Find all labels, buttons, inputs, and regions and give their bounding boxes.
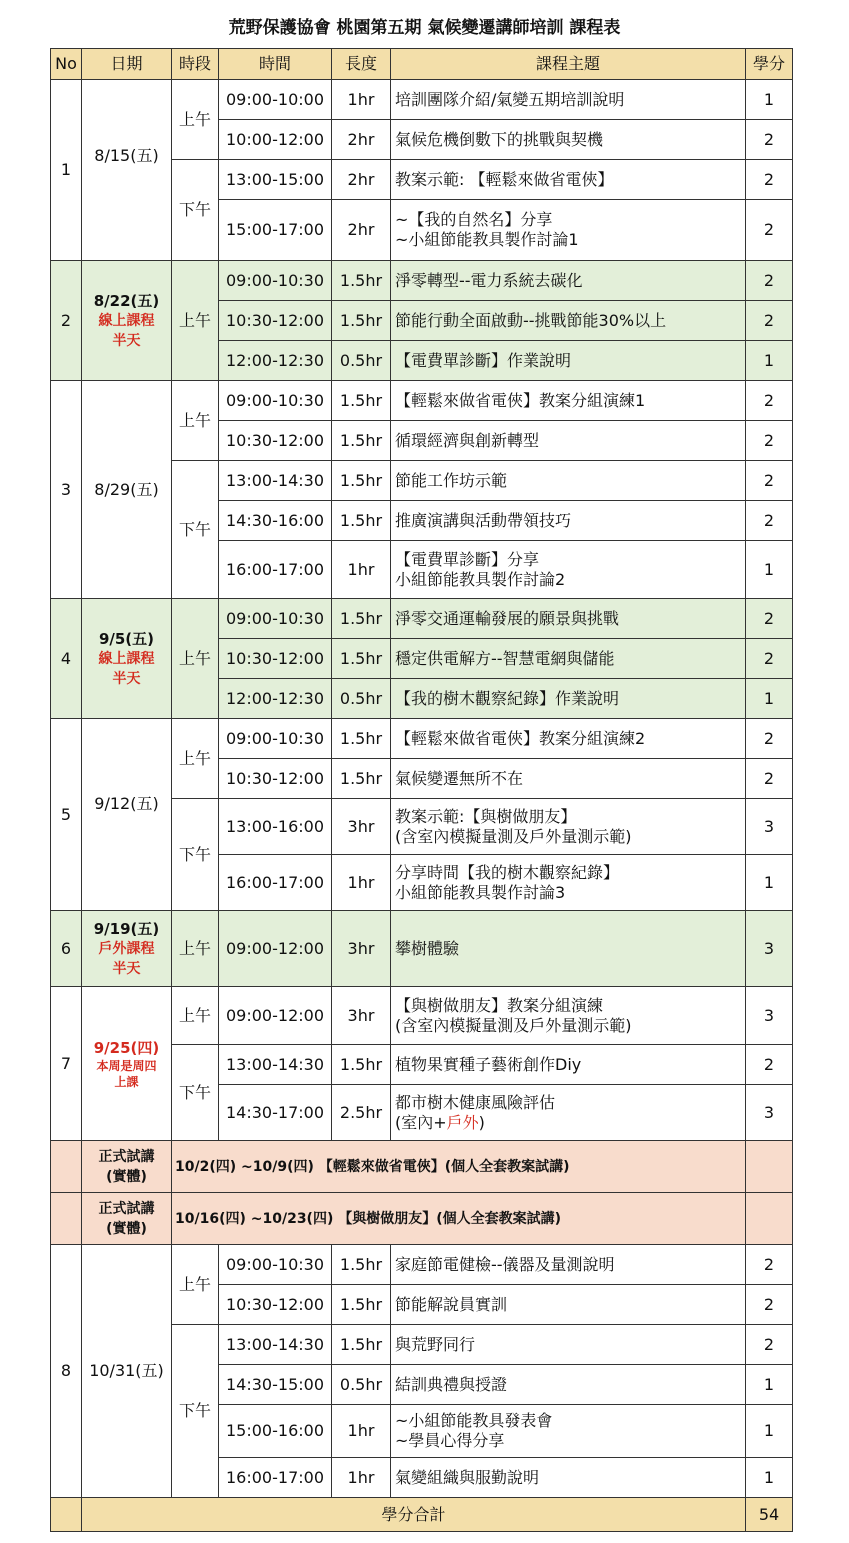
topic-cell: 植物果實種子藝術創作Diy [391, 1045, 746, 1085]
period-cell: 上午 [172, 911, 219, 987]
period-cell: 上午 [172, 261, 219, 381]
table-row [51, 911, 793, 987]
topic-cell: 推廣演講與活動帶領技巧 [391, 501, 746, 541]
credit-cell: 1 [746, 1458, 793, 1498]
table-row [51, 381, 793, 421]
topic-line: 小組節能教具製作討論2 [395, 569, 566, 589]
period-cell: 上午 [172, 987, 219, 1045]
topic-cell: 節能解說員實訓 [391, 1285, 746, 1325]
length-cell: 1.5hr [332, 599, 391, 639]
credit-cell: 1 [746, 1405, 793, 1458]
time-cell: 13:00-14:30 [219, 1325, 332, 1365]
credit-cell: 1 [746, 341, 793, 381]
header-length: 長度 [332, 49, 391, 80]
period-cell: 上午 [172, 80, 219, 160]
length-cell: 1hr [332, 1458, 391, 1498]
length-cell: 1.5hr [332, 1325, 391, 1365]
session-date: 8/29(五) [82, 381, 172, 599]
time-cell: 12:00-12:30 [219, 679, 332, 719]
length-cell: 0.5hr [332, 341, 391, 381]
credit-cell: 2 [746, 1325, 793, 1365]
session-note: 上課 [114, 1074, 139, 1089]
length-cell: 1.5hr [332, 381, 391, 421]
length-cell: 1.5hr [332, 501, 391, 541]
time-cell: 13:00-14:30 [219, 1045, 332, 1085]
length-cell: 1.5hr [332, 1045, 391, 1085]
topic-cell: 家庭節電健檢--儀器及量測說明 [391, 1245, 746, 1285]
period-cell: 上午 [172, 1245, 219, 1325]
time-cell: 16:00-17:00 [219, 1458, 332, 1498]
time-cell: 09:00-10:30 [219, 719, 332, 759]
page-title: 荒野保護協會 桃園第五期 氣候變遷講師培訓 課程表 [228, 18, 621, 38]
header-topic: 課程主題 [391, 49, 746, 80]
topic-cell: 【輕鬆來做省電俠】教案分組演練2 [391, 719, 746, 759]
table-row [51, 1245, 793, 1285]
credit-cell: 1 [746, 1365, 793, 1405]
length-cell: 1.5hr [332, 1285, 391, 1325]
time-cell: 16:00-17:00 [219, 855, 332, 911]
time-cell: 10:30-12:00 [219, 759, 332, 799]
table-row [51, 261, 793, 301]
topic-cell: 穩定供電解方--智慧電網與儲能 [391, 639, 746, 679]
period-cell: 上午 [172, 381, 219, 461]
credit-cell: 1 [746, 80, 793, 120]
time-cell: 15:00-17:00 [219, 200, 332, 261]
time-cell: 14:30-16:00 [219, 501, 332, 541]
session-date [82, 987, 172, 1141]
topic-cell: 氣候變遷無所不在 [391, 759, 746, 799]
time-cell: 10:00-12:00 [219, 120, 332, 160]
credit-cell: 2 [746, 599, 793, 639]
session-note: 半天 [112, 670, 141, 687]
table-row [51, 599, 793, 639]
time-cell: 10:30-12:00 [219, 1285, 332, 1325]
header-time: 時間 [219, 49, 332, 80]
length-cell: 3hr [332, 987, 391, 1045]
session-no: 4 [51, 599, 82, 719]
topic-line: 教案示範:【與樹做朋友】 [395, 806, 577, 826]
header-credit: 學分 [746, 49, 793, 80]
trial-row [51, 1193, 793, 1245]
trial-row [51, 1141, 793, 1193]
trial-label: 正式試講 (實體) [82, 1193, 172, 1245]
session-note: 半天 [112, 332, 141, 349]
topic-cell [391, 987, 746, 1045]
time-cell: 10:30-12:00 [219, 421, 332, 461]
length-cell: 1.5hr [332, 421, 391, 461]
topic-cell: 循環經濟與創新轉型 [391, 421, 746, 461]
header-period: 時段 [172, 49, 219, 80]
table-row [51, 80, 793, 120]
length-cell: 1.5hr [332, 719, 391, 759]
total-value: 54 [746, 1498, 793, 1532]
length-cell: 2hr [332, 120, 391, 160]
period-cell: 下午 [172, 1325, 219, 1498]
session-date: 10/31(五) [82, 1245, 172, 1498]
credit-cell: 1 [746, 679, 793, 719]
session-note: 半天 [112, 960, 141, 977]
topic-cell [391, 200, 746, 261]
period-cell: 下午 [172, 799, 219, 911]
length-cell: 3hr [332, 799, 391, 855]
credit-cell: 3 [746, 987, 793, 1045]
length-cell: 1hr [332, 541, 391, 599]
length-cell: 1.5hr [332, 461, 391, 501]
length-cell: 1.5hr [332, 759, 391, 799]
time-cell: 09:00-10:30 [219, 261, 332, 301]
time-cell: 13:00-14:30 [219, 461, 332, 501]
period-cell: 上午 [172, 599, 219, 719]
topic-cell: 【電費單診斷】作業說明 [391, 341, 746, 381]
topic-cell [391, 1085, 746, 1141]
period-cell: 下午 [172, 461, 219, 599]
session-no: 6 [51, 911, 82, 987]
credit-cell: 2 [746, 421, 793, 461]
time-cell: 09:00-10:30 [219, 381, 332, 421]
trial-text: 10/16(四) ~10/23(四) 【與樹做朋友】(個人全套教案試講) [172, 1193, 746, 1245]
period-cell: 下午 [172, 160, 219, 261]
time-cell: 09:00-10:00 [219, 80, 332, 120]
outdoor-highlight: 戶外 [446, 1112, 479, 1132]
topic-cell: 教案示範: 【輕鬆來做省電俠】 [391, 160, 746, 200]
session-note: 本周是周四 [96, 1058, 157, 1073]
credit-cell: 2 [746, 160, 793, 200]
topic-cell: 淨零轉型--電力系統去碳化 [391, 261, 746, 301]
total-label: 學分合計 [82, 1498, 746, 1532]
topic-cell: 【輕鬆來做省電俠】教案分組演練1 [391, 381, 746, 421]
time-cell: 16:00-17:00 [219, 541, 332, 599]
length-cell: 2hr [332, 160, 391, 200]
length-cell: 1.5hr [332, 639, 391, 679]
session-no: 7 [51, 987, 82, 1141]
length-cell: 0.5hr [332, 1365, 391, 1405]
time-cell: 12:00-12:30 [219, 341, 332, 381]
topic-cell: 氣候危機倒數下的挑戰與契機 [391, 120, 746, 160]
topic-line: ~小組節能教具發表會 [395, 1411, 553, 1430]
credit-cell: 2 [746, 501, 793, 541]
session-note: 線上課程 [98, 312, 155, 329]
length-cell: 3hr [332, 911, 391, 987]
topic-cell: 結訓典禮與授證 [391, 1365, 746, 1405]
topic-cell [391, 799, 746, 855]
session-date [82, 80, 172, 261]
topic-cell: 氣變組織與服勤說明 [391, 1458, 746, 1498]
topic-line: 【電費單診斷】分享 [395, 549, 540, 569]
trial-label: 正式試講 (實體) [82, 1141, 172, 1193]
session-date [82, 719, 172, 911]
credit-cell: 2 [746, 1245, 793, 1285]
credit-cell: 2 [746, 120, 793, 160]
session-no: 1 [51, 80, 82, 261]
topic-line: (室內+戶外) [395, 1112, 485, 1132]
topic-cell: 與荒野同行 [391, 1325, 746, 1365]
date-text: 9/25(四) [93, 1038, 160, 1057]
topic-line: ~【我的自然名】分享 [395, 210, 553, 229]
header-no: No [51, 49, 82, 80]
trial-no-empty [51, 1193, 82, 1245]
header-date: 日期 [82, 49, 172, 80]
trial-credit-empty [746, 1141, 793, 1193]
length-cell: 2.5hr [332, 1085, 391, 1141]
credit-cell: 2 [746, 639, 793, 679]
session-no: 3 [51, 381, 82, 599]
session-date [82, 261, 172, 381]
session-no: 8 [51, 1245, 82, 1498]
session-note: 線上課程 [98, 650, 155, 667]
header-row [51, 49, 793, 80]
time-cell: 09:00-10:30 [219, 1245, 332, 1285]
session-no: 5 [51, 719, 82, 911]
trial-credit-empty [746, 1193, 793, 1245]
length-cell: 1.5hr [332, 1245, 391, 1285]
credit-cell: 3 [746, 799, 793, 855]
date-text: 9/19(五) [93, 919, 160, 938]
topic-cell: 節能工作坊示範 [391, 461, 746, 501]
credit-cell: 2 [746, 719, 793, 759]
credit-cell: 1 [746, 541, 793, 599]
topic-cell [391, 855, 746, 911]
length-cell: 1.5hr [332, 301, 391, 341]
topic-cell: 【我的樹木觀察紀錄】作業說明 [391, 679, 746, 719]
topic-cell [391, 541, 746, 599]
session-date [82, 911, 172, 987]
time-cell: 14:30-15:00 [219, 1365, 332, 1405]
date-text: 9/5(五) [98, 629, 155, 648]
credit-cell: 2 [746, 759, 793, 799]
credit-cell: 2 [746, 301, 793, 341]
topic-line: 都市樹木健康風險評估 [395, 1092, 556, 1112]
time-cell: 09:00-10:30 [219, 599, 332, 639]
length-cell: 1hr [332, 855, 391, 911]
time-cell: 09:00-12:00 [219, 911, 332, 987]
date-text: 8/22(五) [93, 291, 160, 310]
credit-cell: 2 [746, 1045, 793, 1085]
time-cell: 10:30-12:00 [219, 301, 332, 341]
credit-cell: 3 [746, 911, 793, 987]
length-cell: 2hr [332, 200, 391, 261]
session-date [82, 599, 172, 719]
table-row [51, 987, 793, 1045]
time-cell: 13:00-15:00 [219, 160, 332, 200]
topic-cell: 培訓團隊介紹/氣變五期培訓說明 [391, 80, 746, 120]
topic-line: 分享時間【我的樹木觀察紀錄】 [395, 862, 620, 882]
trial-no-empty [51, 1141, 82, 1193]
total-no-empty [51, 1498, 82, 1532]
length-cell: 1hr [332, 1405, 391, 1458]
topic-cell [391, 1405, 746, 1458]
topic-cell: 節能行動全面啟動--挑戰節能30%以上 [391, 301, 746, 341]
time-cell: 13:00-16:00 [219, 799, 332, 855]
date-text: 8/15(五) [94, 146, 159, 165]
credit-cell: 2 [746, 1285, 793, 1325]
topic-cell: 攀樹體驗 [391, 911, 746, 987]
topic-line: 【與樹做朋友】教案分組演練 [395, 995, 604, 1015]
date-text: 9/12(五) [94, 793, 159, 813]
credit-cell: 1 [746, 855, 793, 911]
credit-cell: 2 [746, 261, 793, 301]
length-cell: 1.5hr [332, 261, 391, 301]
period-cell: 下午 [172, 1045, 219, 1141]
table-row [51, 719, 793, 759]
credit-cell: 2 [746, 200, 793, 261]
topic-line: ~小組節能教具製作討論1 [395, 230, 579, 249]
topic-line: ~學員心得分享 [395, 1431, 505, 1450]
credit-cell: 2 [746, 461, 793, 501]
trial-text: 10/2(四) ~10/9(四) 【輕鬆來做省電俠】(個人全套教案試講) [172, 1141, 746, 1193]
period-cell: 上午 [172, 719, 219, 799]
time-cell: 15:00-16:00 [219, 1405, 332, 1458]
total-row [51, 1498, 793, 1532]
session-no: 2 [51, 261, 82, 381]
topic-line: 小組節能教具製作討論3 [395, 882, 566, 902]
session-note: 戶外課程 [98, 940, 155, 957]
time-cell: 10:30-12:00 [219, 639, 332, 679]
credit-cell: 3 [746, 1085, 793, 1141]
time-cell: 14:30-17:00 [219, 1085, 332, 1141]
topic-line: (含室內模擬量測及戶外量測示範) [395, 826, 632, 846]
time-cell: 09:00-12:00 [219, 987, 332, 1045]
length-cell: 0.5hr [332, 679, 391, 719]
course-schedule-table [50, 48, 793, 1532]
length-cell: 1hr [332, 80, 391, 120]
topic-line: (含室內模擬量測及戶外量測示範) [395, 1015, 632, 1035]
credit-cell: 2 [746, 381, 793, 421]
topic-cell: 淨零交通運輸發展的願景與挑戰 [391, 599, 746, 639]
